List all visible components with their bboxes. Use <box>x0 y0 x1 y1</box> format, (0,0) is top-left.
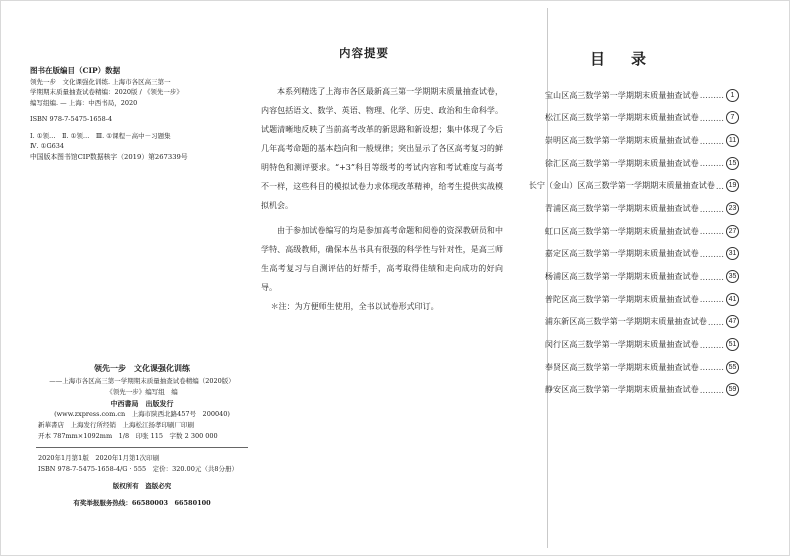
toc-leader: ……… <box>699 158 724 169</box>
toc-item-label: 杨浦区高三数学第一学期期末质量抽查试卷 <box>544 271 699 282</box>
toc-page-number: 27 <box>726 225 739 238</box>
toc-leader: ……… <box>699 112 724 123</box>
toc-item-label: 松江区高三数学第一学期期末质量抽查试卷 <box>544 112 699 123</box>
toc-page-number: 55 <box>726 361 739 374</box>
toc-page-number: 41 <box>726 293 739 306</box>
cip-line: Ⅳ. ①G634 <box>30 142 65 150</box>
cip-record-number: 中国版本图书馆CIP数据核字（2019）第267339号 <box>30 152 188 161</box>
toc-item[interactable] <box>506 265 739 288</box>
toc-leader: …… <box>707 316 724 327</box>
toc-item-label: 徐汇区高三数学第一学期期末质量抽查试卷 <box>544 157 699 168</box>
toc-leader: ……… <box>699 248 724 259</box>
cip-line: 领先一步 文化课强化训练. 上海市各区高三第一 <box>30 77 171 86</box>
toc-item-label: 静安区高三数学第一学期期末质量抽查试卷 <box>544 384 699 395</box>
colophon-report-line: 有奖举报服务热线：66580003 66580100 <box>73 499 211 507</box>
cip-block <box>30 66 245 162</box>
toc-leader: ……… <box>699 226 724 237</box>
toc-item-label: 普陀区高三数学第一学期期末质量抽查试卷 <box>544 293 699 304</box>
colophon <box>28 363 256 509</box>
colophon-distributor: 新華書店 上海发行所经销 上海松江扬孝印刷厂印刷 <box>38 421 194 429</box>
toc-item[interactable] <box>506 288 739 311</box>
cip-line: 学期期末质量抽查试卷精编：2020版 / 《领先一步》 <box>30 88 183 96</box>
toc-item-label: 奉贤区高三数学第一学期期末质量抽查试卷 <box>544 361 699 372</box>
toc-item[interactable] <box>506 175 739 198</box>
toc-item[interactable] <box>506 84 739 107</box>
colophon-publisher-info: (www.zxpress.com.cn 上海市陕西北路457号 200040) <box>54 410 230 418</box>
toc-page-number: 35 <box>726 270 739 283</box>
cip-heading: 图书在版编目（CIP）数据 <box>30 66 121 75</box>
toc-item-label: 崇明区高三数学第一学期期末质量抽查试卷 <box>544 135 699 146</box>
toc-item[interactable] <box>506 129 739 152</box>
toc-item[interactable] <box>506 311 739 334</box>
cip-line: Ⅰ. ①领… Ⅱ. ①领… Ⅲ. ①课程－高中－习题集 <box>30 131 171 140</box>
cip-isbn: ISBN 978-7-5475-1658-4 <box>30 115 113 123</box>
cip-line: 编写组编. — 上海：中西书局，2020 <box>30 98 138 107</box>
toc-item[interactable] <box>506 152 739 175</box>
toc-list <box>506 84 739 401</box>
toc-page-number: 19 <box>726 179 739 192</box>
toc-item-label: 虹口区高三数学第一学期期末质量抽查试卷 <box>544 225 699 236</box>
toc-item-label: 长宁（金山）区高三数学第一学期期末质量抽查试卷 <box>528 180 715 191</box>
toc-page-number: 31 <box>726 247 739 260</box>
toc-page-number: 7 <box>726 111 739 124</box>
toc-item[interactable] <box>506 356 739 379</box>
toc-item[interactable] <box>506 379 739 402</box>
toc-leader: ……… <box>699 384 724 395</box>
toc-page-number: 15 <box>726 157 739 170</box>
toc-item[interactable] <box>506 107 739 130</box>
toc-item-label: 宝山区高三数学第一学期期末质量抽查试卷 <box>544 89 699 100</box>
toc-leader: ……… <box>699 90 724 101</box>
toc-leader: ……… <box>699 203 724 214</box>
colophon-rule <box>36 447 248 448</box>
toc-page-number: 23 <box>726 202 739 215</box>
toc-page-number: 11 <box>726 134 739 147</box>
toc-page-number: 1 <box>726 89 739 102</box>
toc-item-label: 嘉定区高三数学第一学期期末质量抽查试卷 <box>544 248 699 259</box>
toc-page-number: 47 <box>726 315 739 328</box>
colophon-rights: 版权所有 盗版必究 <box>112 482 172 490</box>
toc-item-label: 浦东新区高三数学第一学期期末质量抽查试卷 <box>544 316 707 327</box>
toc-leader: ……… <box>699 294 724 305</box>
toc-leader: ……… <box>699 362 724 373</box>
toc-leader: ……… <box>699 271 724 282</box>
abstract-note: ＊注：为方便师生使用，全书以试卷形式印订。 <box>270 302 439 311</box>
toc-item[interactable] <box>506 333 739 356</box>
toc-page-number: 59 <box>726 383 739 396</box>
toc-leader: ……… <box>699 339 724 350</box>
toc-item[interactable] <box>506 197 739 220</box>
toc-leader: ……… <box>699 135 724 146</box>
abstract-body <box>261 82 503 316</box>
toc-page-number: 51 <box>726 338 739 351</box>
colophon-publisher: 中西書局 出版发行 <box>110 399 174 408</box>
toc-leader: … <box>715 180 724 191</box>
toc-item-label: 闵行区高三数学第一学期期末质量抽查试卷 <box>544 339 699 350</box>
colophon-isbn-price: ISBN 978-7-5475-1658-4/G · 555 定价：320.00元（共8分册） <box>38 465 238 473</box>
toc-item[interactable] <box>506 220 739 243</box>
toc-title: 目录 <box>590 50 673 69</box>
colophon-subtitle: ——上海市各区高三第一学期期末质量抽查试卷精编（2020版） <box>49 377 235 385</box>
toc-item[interactable] <box>506 243 739 266</box>
colophon-editor: 《领先一步》编写组 编 <box>106 388 178 396</box>
colophon-edition: 2020年1月第1版 2020年1月第1次印刷 <box>38 454 160 462</box>
abstract-title: 内容提要 <box>339 45 389 60</box>
colophon-specs: 开本 787mm×1092mm 1/8 印张 115 字数 2 300 000 <box>38 432 218 440</box>
abstract-paragraph: 由于参加试卷编写的均是参加高考命题和阅卷的资深教研员和中学特、高级教师，确保本丛书具有很强的科学性与针对性，是高三师生高考复习与自测评估的好帮手，高考取得佳绩和走向成功的好向导。 <box>261 226 503 292</box>
toc-item-label: 青浦区高三数学第一学期期末质量抽查试卷 <box>544 203 699 214</box>
abstract-paragraph: 本系列精选了上海市各区最新高三第一学期期末质量抽查试卷，内容包括语文、数学、英语、物理、化学、历史、政治和生命科学。试题清晰地反映了当前高考改革的新思路和新设想；集中体现了今后几年高考命题的基本趋向和一般规律；突出显示了各区高考复习的鲜明特色和测评要求。“+3”科目等级考的考试内容和考试难度与高考不一样，这些科目的模拟试卷力求体现改革精神，给考生提供实战模拟机会。 <box>261 87 503 210</box>
colophon-title: 领先一步 文化课强化训练 <box>94 363 190 373</box>
